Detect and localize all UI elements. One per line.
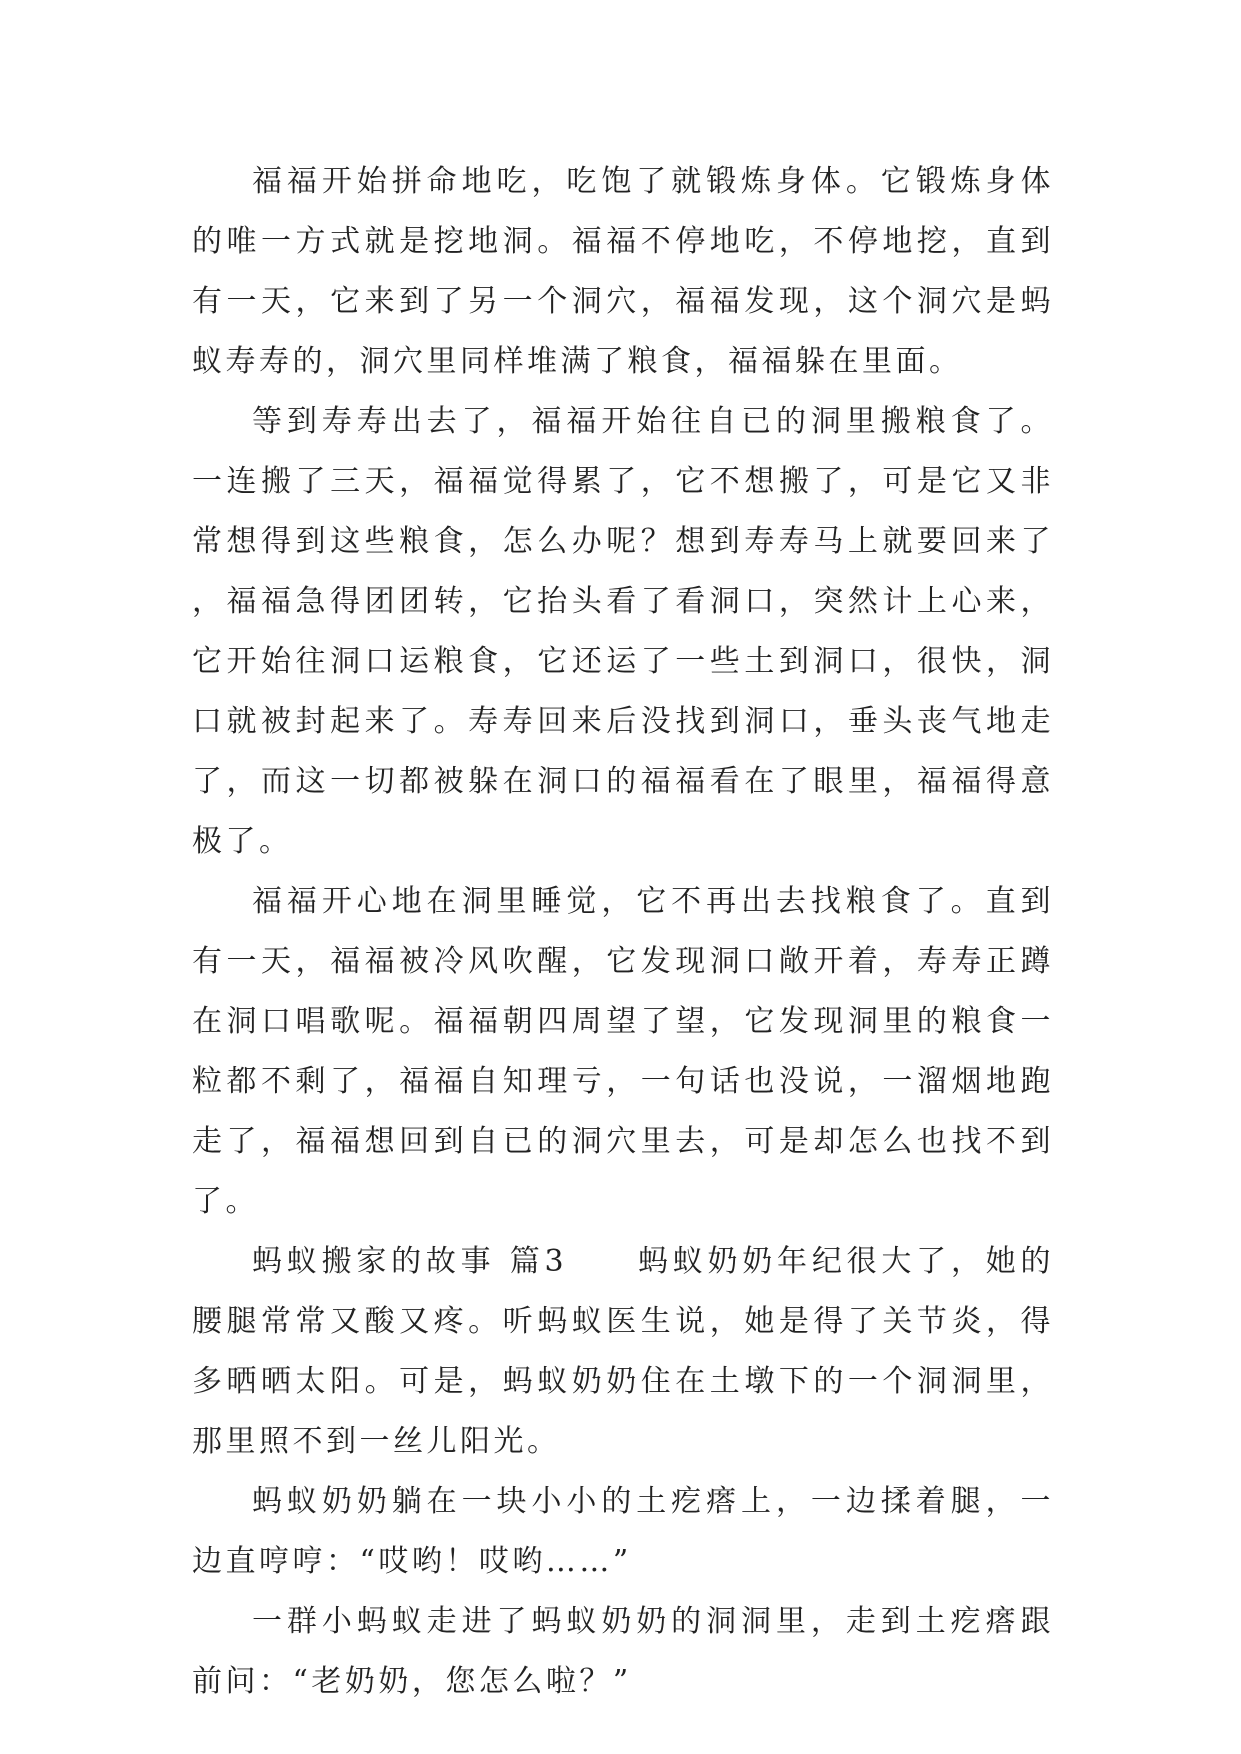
paragraph-4: 蚂蚁搬家的故事 篇3 蚂蚁奶奶年纪很大了，她的腰腿常常又酸又疼。听蚂蚁医生说，她是得了关节炎，得多晒晒太阳。可是，蚂蚁奶奶住在土墩下的一个洞洞里，那里照不到一丝儿阳光。: [192, 1244, 1054, 1459]
paragraph-5: 蚂蚁奶奶躺在一块小小的土疙瘩上，一边揉着腿，一边直哼哼：“哎哟！哎哟……”: [192, 1484, 1054, 1579]
paragraph-2: 等到寿寿出去了，福福开始往自已的洞里搬粮食了。一连搬了三天，福福觉得累了，它不想搬了，可是它又非常想得到这些粮食，怎么办呢？想到寿寿马上就要回来了，福福急得团团转，它抬头看了看洞口，突然计上心来，它开始往洞口运粮食，它还运了一些土到洞口，很快，洞口就被封起来了。寿寿回来后没找到洞口，垂头丧气地走了，而这一切都被躲在洞口的福福看在了眼里，福福得意极了。: [192, 404, 1054, 859]
paragraph-1: 福福开始拼命地吃，吃饱了就锻炼身体。它锻炼身体的唯一方式就是挖地洞。福福不停地吃，不停地挖，直到有一天，它来到了另一个洞穴，福福发现，这个洞穴是蚂蚁寿寿的，洞穴里同样堆满了粮食，福福躲在里面。: [192, 164, 1054, 379]
document-page: [192, 152, 1054, 1712]
paragraph-3: 福福开心地在洞里睡觉，它不再出去找粮食了。直到有一天，福福被冷风吹醒，它发现洞口敞开着，寿寿正蹲在洞口唱歌呢。福福朝四周望了望，它发现洞里的粮食一粒都不剩了，福福自知理亏，一句话也没说，一溜烟地跑走了，福福想回到自已的洞穴里去，可是却怎么也找不到了。: [192, 884, 1054, 1219]
paragraph-6: 一群小蚂蚁走进了蚂蚁奶奶的洞洞里，走到土疙瘩跟前问：“老奶奶，您怎么啦？”: [192, 1604, 1054, 1699]
